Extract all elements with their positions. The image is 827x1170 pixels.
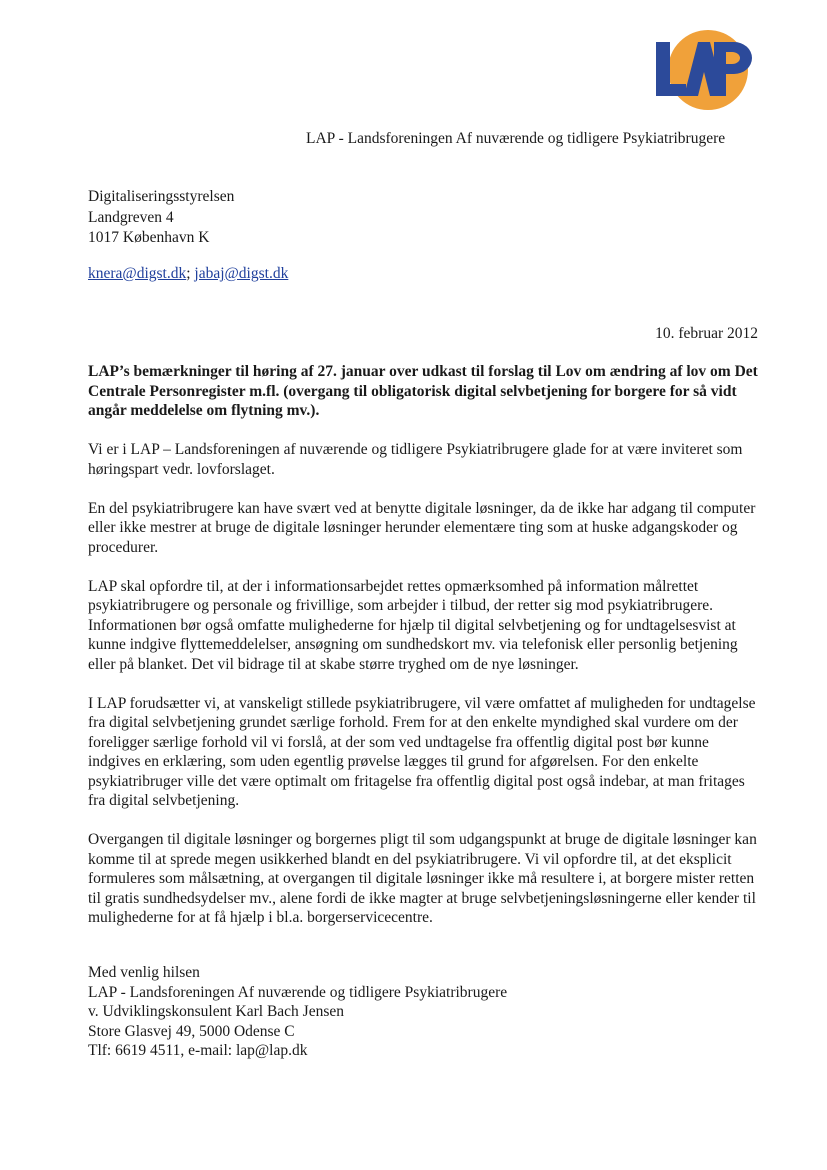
lap-logo <box>654 28 752 112</box>
closing-contact: Tlf: 6619 4511, e-mail: lap@lap.dk <box>88 1042 308 1059</box>
recipient-line: Landgreven 4 <box>88 208 174 226</box>
body-paragraph: I LAP forudsætter vi, at vanskeligt stillede psykiatribrugere, vil være omfattet af muligheden for undtagelse fra digital selvbetjening grundet særlige forhold. Frem for at den enkelte myndighed skal vurdere om der foreligger særlige forhold vil vi forslå, at der som ved undtagelse fra offentlig digital post bør kunne indgives en erklæring, som uden egentlig prøvelse lægges til grund for afgørelsen. For den enkelte psykiatribruger ville det være optimalt om fritagelse fra offentlig digital post også indebar, at man fritages fra digital selvbetjening. <box>88 694 756 809</box>
recipient-line: 1017 København K <box>88 229 210 246</box>
recipient-emails <box>88 265 288 283</box>
recipient-address <box>88 187 234 249</box>
closing-greeting: Med venlig hilsen <box>88 964 200 981</box>
recipient-line: Digitaliseringsstyrelsen <box>88 188 235 205</box>
body-paragraph: LAP skal opfordre til, at der i informationsarbejdet rettes opmærksomhed på information målrettet psykiatribrugere og personale og frivillige, som arbejder i tilbud, der retter sig mod psykiatribrugere. Informationen bør også omfatte mulighederne for hjælp til digital selvbetjening og for undtagelsesvist at kunne indgive flyttemeddelelser, ansøgning om sundhedskort mv. via telefonisk eller personlig betjening eller på blanket. Det vil bidrage til at skabe større tryghed om de nye løsninger. <box>88 577 738 673</box>
body-paragraph: Vi er i LAP – Landsforeningen af nuværende og tidligere Psykiatribrugere glade for at være inviteret som høringspart vedr. lovforslaget. <box>88 441 743 478</box>
closing-address: Store Glasvej 49, 5000 Odense C <box>88 1022 295 1040</box>
closing-organization: LAP - Landsforeningen Af nuværende og tidligere Psykiatribrugere <box>88 983 508 1001</box>
closing-signatory: v. Udviklingskonsulent Karl Bach Jensen <box>88 1003 344 1020</box>
organization-header: LAP - Landsforeningen Af nuværende og tidligere Psykiatribrugere <box>306 130 726 147</box>
letter-body <box>88 440 760 947</box>
lap-logo-graphic <box>654 28 752 112</box>
email-link-jabaj[interactable]: jabaj@digst.dk <box>194 265 289 282</box>
email-link-knera[interactable]: knera@digst.dk <box>88 265 187 282</box>
letter-date: 10. februar 2012 <box>655 325 758 342</box>
email-separator: ; <box>186 265 191 282</box>
letter-subject: LAP’s bemærkninger til høring af 27. januar over udkast til forslag til Lov om ændring af lov om Det Centrale Personregister m.fl. (overgang til obligatorisk digital selvbetjening for borgere for så vidt angår meddelelse om flytning mv.). <box>88 363 758 419</box>
body-paragraph: En del psykiatribrugere kan have svært ved at benytte digitale løsninger, da de ikke har adgang til computer eller ikke mestrer at bruge de digitale løsninger herunder elementære ting som at huske adgangskoder og procedurer. <box>88 499 756 556</box>
body-paragraph: Overgangen til digitale løsninger og borgernes pligt til som udgangspunkt at bruge de digitale løsninger kan komme til at sprede megen usikkerhed blandt en del psykiatribrugere. Vi vil opfordre til, at det eksplicit formuleres som målsætning, at overgangen til digitale løsninger ikke må resultere i, at borgere mister retten til gratis sundhedsydelser mv., alene fordi de ikke magter at bruge selvbetjeningsløsningerne eller kender til mulighederne for at få hjælp i bl.a. borgerservicecentre. <box>88 831 757 926</box>
letter-closing <box>88 963 507 1061</box>
